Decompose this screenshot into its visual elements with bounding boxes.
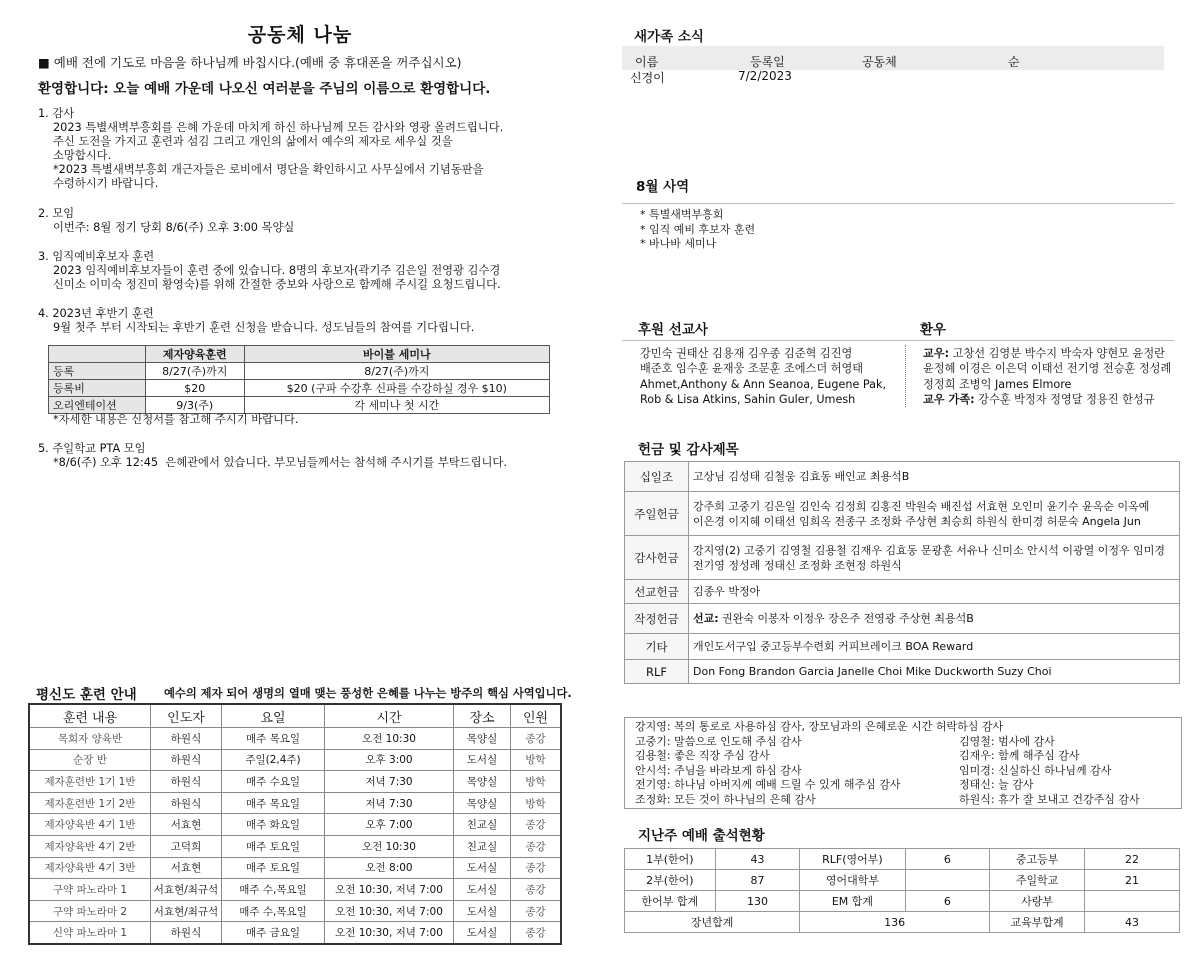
table-cell: 21 bbox=[1085, 870, 1180, 891]
table-cell: 구약 파노라마 1 bbox=[29, 879, 151, 901]
table-cell: 서효현 bbox=[151, 814, 222, 836]
table-cell: 영어대학부 bbox=[800, 870, 905, 891]
table-row bbox=[625, 462, 1180, 492]
sick-label: 교우: bbox=[923, 347, 950, 360]
table-cell: 종강 bbox=[511, 900, 562, 922]
table-cell: 사랑부 bbox=[990, 891, 1085, 912]
newfamily-title: 새가족 소식 bbox=[634, 29, 704, 45]
thanks-item: 강지영: 복의 통로로 사용하심 감사, 장모님과의 은혜로운 시간 허락하심 감사 bbox=[635, 720, 1004, 733]
table-row bbox=[625, 660, 1180, 684]
table-cell: 6 bbox=[905, 849, 990, 870]
table-cell: 130 bbox=[715, 891, 800, 912]
table-cell: 도서실 bbox=[454, 900, 511, 922]
training-table bbox=[28, 703, 562, 945]
table-cell: 87 bbox=[715, 870, 800, 891]
table-row bbox=[625, 580, 1180, 604]
list-item: * 바나바 세미나 bbox=[640, 237, 717, 250]
table-cell: 하원식 bbox=[151, 792, 222, 814]
offering-names-text: 강지영(2) 고중기 김영철 김용철 김재우 김효동 문광훈 서유나 신미소 안시석 이광열 이정우 임미경 전기영 정성례 정태신 조정화 조현정 하원식 bbox=[693, 543, 1165, 572]
sick-list bbox=[923, 346, 1171, 407]
table-header: 인도자 bbox=[151, 704, 222, 728]
offering-names-label: 선교: bbox=[693, 612, 719, 625]
thanks-item: 김용철: 좋은 직장 주심 감사 bbox=[635, 749, 770, 763]
table-cell: 도서실 bbox=[454, 749, 511, 771]
sick-names: 고창선 김영분 박수지 박숙자 양현모 윤정란 bbox=[949, 347, 1165, 360]
table-cell: 친교실 bbox=[454, 814, 511, 836]
table-cell: 오리엔테이션 bbox=[49, 397, 146, 414]
table-cell: 목양실 bbox=[454, 728, 511, 750]
table-cell: 방학 bbox=[511, 792, 562, 814]
section-pta bbox=[38, 442, 507, 470]
table-cell: 오전 10:30 bbox=[325, 728, 454, 750]
list-item: * 특별새벽부흥회 bbox=[640, 208, 724, 221]
missionary-list: 강민숙 권태산 김용재 김우종 김준혁 김진영 배준호 임수훈 윤재웅 조문훈 조에스더 허영태 Ahmet,Anthony & Ann Seanoa, Eugene Pak, Rob & Lisa Atkins, Sahin Guler, Umesh bbox=[640, 347, 887, 406]
table-total-row bbox=[625, 912, 1180, 933]
offering-names bbox=[689, 634, 1180, 660]
table-row bbox=[625, 891, 1180, 912]
table-row bbox=[49, 363, 550, 380]
newfamily-col-name: 이름 bbox=[635, 55, 659, 69]
offering-names bbox=[689, 462, 1180, 492]
offering-names bbox=[689, 536, 1180, 580]
thanks-item: 김재우: 함께 해주심 감사 bbox=[959, 749, 1080, 763]
table-cell: 목양실 bbox=[454, 771, 511, 793]
table-row bbox=[29, 792, 561, 814]
table-cell: 방학 bbox=[511, 771, 562, 793]
thanks-item: 김영철: 범사에 감사 bbox=[959, 734, 1055, 748]
table-cell: 오전 8:00 bbox=[325, 857, 454, 879]
table-cell: 오전 10:30, 저녁 7:00 bbox=[325, 879, 454, 901]
table-cell: 43 bbox=[715, 849, 800, 870]
offering-names bbox=[689, 660, 1180, 684]
table-cell: 매주 수요일 bbox=[222, 771, 325, 793]
table-cell: 등록비 bbox=[49, 380, 146, 397]
worship-notice: ■ 예배 전에 기도로 마음을 하나님께 바칩시다.(예배 중 휴대폰을 꺼주십시오) bbox=[38, 55, 462, 70]
section-meeting bbox=[38, 207, 294, 235]
table-cell: 매주 수,목요일 bbox=[222, 900, 325, 922]
table-cell: 종강 bbox=[511, 835, 562, 857]
divider bbox=[622, 203, 1174, 204]
table-cell: 종강 bbox=[511, 728, 562, 750]
sick-title: 환우 bbox=[920, 322, 947, 338]
table-row bbox=[29, 749, 561, 771]
table-header: 바이블 세미나 bbox=[244, 346, 549, 363]
table-cell: 저녁 7:30 bbox=[325, 771, 454, 793]
offering-title: 헌금 및 감사제목 bbox=[638, 442, 739, 458]
newfamily-col-community: 공동체 bbox=[862, 55, 897, 69]
table-cell: 매주 목요일 bbox=[222, 728, 325, 750]
table-row bbox=[49, 380, 550, 397]
table-cell: EM 합계 bbox=[800, 891, 905, 912]
newfamily-col-date: 등록일 bbox=[750, 55, 785, 69]
section-officer-training bbox=[38, 250, 501, 292]
table-cell: 하원식 bbox=[151, 728, 222, 750]
table-row bbox=[49, 397, 550, 414]
newfamily-col-group: 순 bbox=[1008, 55, 1020, 69]
table-cell: 8/27(주)까지 bbox=[145, 363, 244, 380]
table-cell: 43 bbox=[1085, 912, 1180, 933]
table-cell: RLF(영어부) bbox=[800, 849, 905, 870]
table-cell: 136 bbox=[800, 912, 990, 933]
offering-label: 작정헌금 bbox=[625, 604, 689, 634]
table-header-row bbox=[49, 346, 550, 363]
table-row bbox=[625, 604, 1180, 634]
right-page bbox=[600, 0, 1200, 967]
table-header: 요일 bbox=[222, 704, 325, 728]
list-item: * 임직 예비 후보자 훈련 bbox=[640, 222, 756, 236]
table-cell: 제자양육반 4기 1반 bbox=[29, 814, 151, 836]
table-row bbox=[29, 879, 561, 901]
thanks-item: 하원식: 휴가 잘 보내고 건강주심 감사 bbox=[959, 793, 1140, 806]
table-cell bbox=[905, 870, 990, 891]
offering-label: 선교헌금 bbox=[625, 580, 689, 604]
table-cell: 매주 토요일 bbox=[222, 835, 325, 857]
section-heading: 2. 모임 bbox=[38, 207, 75, 220]
attendance-title: 지난주 예배 출석현황 bbox=[638, 828, 765, 844]
table-cell: 종강 bbox=[511, 922, 562, 944]
table-cell: 매주 수,목요일 bbox=[222, 879, 325, 901]
table-cell: 제자훈련반 1기 2반 bbox=[29, 792, 151, 814]
divider bbox=[622, 340, 1174, 341]
missionary-title: 후원 선교사 bbox=[638, 322, 708, 338]
table-cell: 목회자 양육반 bbox=[29, 728, 151, 750]
table-cell: 오전 10:30, 저녁 7:00 bbox=[325, 900, 454, 922]
table-cell: 교육부합계 bbox=[990, 912, 1085, 933]
sick-names: 정정희 조병익 James Elmore bbox=[923, 377, 1072, 391]
table-row bbox=[625, 870, 1180, 891]
thanks-item: 고중기: 말씀으로 인도해 주심 감사 bbox=[635, 734, 802, 748]
offering-table bbox=[624, 461, 1180, 684]
offering-label: 감사헌금 bbox=[625, 536, 689, 580]
table-cell: 2부(한어) bbox=[625, 870, 716, 891]
offering-label: 기타 bbox=[625, 634, 689, 660]
training-title: 평신도 훈련 안내 bbox=[36, 687, 137, 703]
section-body: 9월 첫주 부터 시작되는 후반기 훈련 신청을 받습니다. 성도님들의 참여를 기다립니다. bbox=[53, 321, 475, 334]
offering-names-text: Don Fong Brandon Garcia Janelle Choi Mike Duckworth Suzy Choi bbox=[693, 665, 1052, 678]
offering-label: RLF bbox=[625, 660, 689, 684]
thanks-item: 조정화: 모든 것이 하나님의 은혜 감사 bbox=[635, 793, 816, 806]
table-cell: 주일학교 bbox=[990, 870, 1085, 891]
table-row bbox=[29, 835, 561, 857]
sick-names: 윤정혜 이경은 이은덕 이태선 전기영 전승훈 정성례 bbox=[923, 362, 1172, 376]
thanks-item: 전기영: 하나님 아버지께 예배 드릴 수 있게 해주심 감사 bbox=[635, 778, 901, 792]
table-cell: 6 bbox=[905, 891, 990, 912]
table-header: 훈련 내용 bbox=[29, 704, 151, 728]
table-cell: 주일(2,4주) bbox=[222, 749, 325, 771]
offering-names bbox=[689, 604, 1180, 634]
training-subtitle: 예수의 제자 되어 생명의 열매 맺는 풍성한 은혜를 나누는 방주의 핵심 사역입니다. bbox=[164, 687, 572, 700]
offering-names-text: 고상님 김성태 김철웅 김효동 배인교 최용석B bbox=[693, 470, 910, 483]
page-title: 공동체 나눔 bbox=[247, 24, 353, 46]
welcome-message: 환영합니다: 오늘 예배 가운데 나오신 여러분을 주님의 이름으로 환영합니다. bbox=[38, 81, 491, 97]
table-cell: 순장 반 bbox=[29, 749, 151, 771]
offering-names-text: 개인도서구입 중고등부수련회 커피브레이크 BOA Reward bbox=[693, 640, 974, 653]
thanks-item: 안시석: 주님을 바라보게 하심 감사 bbox=[635, 763, 802, 777]
registration-note: *자세한 내용은 신청서를 참고해 주시기 바랍니다. bbox=[53, 413, 299, 426]
sick-family-names: 강수훈 박정자 정영달 정용진 한성규 bbox=[974, 392, 1155, 406]
table-row bbox=[625, 634, 1180, 660]
table-cell: 도서실 bbox=[454, 857, 511, 879]
table-cell: 도서실 bbox=[454, 879, 511, 901]
table-cell: 서효현 bbox=[151, 857, 222, 879]
table-header: 인원 bbox=[511, 704, 562, 728]
offering-names bbox=[689, 580, 1180, 604]
offering-names bbox=[689, 492, 1180, 536]
table-cell: 신약 파노라마 1 bbox=[29, 922, 151, 944]
section-body: 이번주: 8월 정기 당회 8/6(주) 오후 3:00 목양실 bbox=[53, 221, 295, 234]
table-cell: 22 bbox=[1085, 849, 1180, 870]
table-header: 장소 bbox=[454, 704, 511, 728]
table-cell: 도서실 bbox=[454, 922, 511, 944]
table-cell: 종강 bbox=[511, 879, 562, 901]
section-thanks bbox=[38, 107, 503, 191]
table-cell: 고덕희 bbox=[151, 835, 222, 857]
table-cell: 오전 10:30 bbox=[325, 835, 454, 857]
table-cell: 1부(한어) bbox=[625, 849, 716, 870]
table-header-row bbox=[29, 704, 561, 728]
table-cell: 제자양육반 4기 2반 bbox=[29, 835, 151, 857]
table-cell: 매주 토요일 bbox=[222, 857, 325, 879]
table-cell: 하원식 bbox=[151, 922, 222, 944]
table-cell: $20 (구파 수강후 신파를 수강하실 경우 $10) bbox=[244, 380, 549, 397]
newfamily-name: 신경이 bbox=[630, 71, 665, 85]
table-cell: 하원식 bbox=[151, 749, 222, 771]
section-heading: 4. 2023년 후반기 훈련 bbox=[38, 307, 154, 320]
table-cell: 매주 화요일 bbox=[222, 814, 325, 836]
august-title: 8월 사역 bbox=[636, 179, 690, 195]
section-body: *8/6(주) 오후 12:45 은혜관에서 있습니다. 부모님들께서는 참석해 주시기를 부탁드립니다. bbox=[53, 456, 507, 469]
table-row bbox=[625, 536, 1180, 580]
table-cell bbox=[1085, 891, 1180, 912]
registration-table bbox=[48, 345, 550, 414]
section-body: 2023 임직예비후보자들이 훈련 중에 있습니다. 8명의 후보자(곽기주 김은일 전영광 김수경 신미소 이미숙 정진미 황영숙)를 위해 간절한 중보와 사랑으로 함께해 주시길 요청드립니다. bbox=[53, 264, 501, 291]
table-header: 제자양육훈련 bbox=[145, 346, 244, 363]
table-cell: 종강 bbox=[511, 814, 562, 836]
table-cell: 등록 bbox=[49, 363, 146, 380]
section-fall-training bbox=[38, 307, 474, 335]
sick-family-label: 교우 가족: bbox=[923, 392, 975, 406]
august-list bbox=[640, 208, 755, 252]
table-cell: 목양실 bbox=[454, 792, 511, 814]
table-header: 시간 bbox=[325, 704, 454, 728]
column-divider bbox=[905, 345, 906, 407]
table-cell: 오후 3:00 bbox=[325, 749, 454, 771]
offering-names-text: 강주희 고중기 김은일 김인숙 김정희 김홍진 박원숙 배진섭 서효현 오인미 윤기수 윤옥순 이옥예 이은경 이지혜 이태선 임희옥 전종구 조정화 주상현 최승희 하원식 한미경 허문숙 Angela Jun bbox=[693, 499, 1150, 528]
table-cell: 방학 bbox=[511, 749, 562, 771]
section-body: 2023 특별새벽부흥회를 은혜 가운데 마치게 하신 하나님께 모든 감사와 영광 올려드립니다. 주신 도전을 가지고 훈련과 섬김 그리고 개인의 삶에서 예수의 제자로 세우실 것을 소망합시다. *2023 특별새벽부흥회 개근자들은 로비에서 명단을 확인하시고 사무실에서 기념동판을 수령하시기 바랍니다. bbox=[53, 121, 504, 190]
table-cell: 8/27(주)까지 bbox=[244, 363, 549, 380]
table-cell: 매주 목요일 bbox=[222, 792, 325, 814]
table-row bbox=[29, 900, 561, 922]
table-row bbox=[29, 857, 561, 879]
table-cell: 한어부 합계 bbox=[625, 891, 716, 912]
table-row bbox=[29, 728, 561, 750]
table-cell: 제자양육반 4기 3반 bbox=[29, 857, 151, 879]
table-cell: 매주 금요일 bbox=[222, 922, 325, 944]
table-cell: 제자훈련반 1기 1반 bbox=[29, 771, 151, 793]
table-cell: 각 세미나 첫 시간 bbox=[244, 397, 549, 414]
thanks-notes bbox=[624, 717, 1182, 809]
table-row bbox=[29, 771, 561, 793]
table-cell: 구약 파노라마 2 bbox=[29, 900, 151, 922]
offering-label: 십일조 bbox=[625, 462, 689, 492]
table-row bbox=[625, 492, 1180, 536]
table-cell: 서효현/최규석 bbox=[151, 879, 222, 901]
table-cell: 저녁 7:30 bbox=[325, 792, 454, 814]
thanks-item: 임미경: 신실하신 하나님께 감사 bbox=[959, 763, 1112, 777]
table-cell: 오후 7:00 bbox=[325, 814, 454, 836]
section-heading: 1. 감사 bbox=[38, 107, 75, 120]
attendance-table bbox=[624, 848, 1180, 933]
table-cell: 장년합계 bbox=[625, 912, 800, 933]
offering-names-text: 김종우 박정아 bbox=[693, 585, 761, 598]
section-heading: 5. 주일학교 PTA 모임 bbox=[38, 442, 146, 455]
offering-names-text: 권완숙 이봉자 이정우 장은주 전영광 주상현 최용석B bbox=[718, 612, 974, 625]
newfamily-date: 7/2/2023 bbox=[738, 69, 792, 83]
table-cell: 9/3(주) bbox=[145, 397, 244, 414]
table-row bbox=[29, 814, 561, 836]
table-cell: 친교실 bbox=[454, 835, 511, 857]
table-cell: 종강 bbox=[511, 857, 562, 879]
table-row bbox=[29, 922, 561, 944]
table-header bbox=[49, 346, 146, 363]
offering-label: 주일헌금 bbox=[625, 492, 689, 536]
table-cell: $20 bbox=[145, 380, 244, 397]
thanks-item: 정태신: 늘 감사 bbox=[959, 778, 1034, 792]
table-cell: 하원식 bbox=[151, 771, 222, 793]
table-cell: 서효현/최규석 bbox=[151, 900, 222, 922]
table-cell: 중고등부 bbox=[990, 849, 1085, 870]
section-heading: 3. 임직예비후보자 훈련 bbox=[38, 250, 155, 263]
table-row bbox=[625, 849, 1180, 870]
table-cell: 오전 10:30, 저녁 7:00 bbox=[325, 922, 454, 944]
